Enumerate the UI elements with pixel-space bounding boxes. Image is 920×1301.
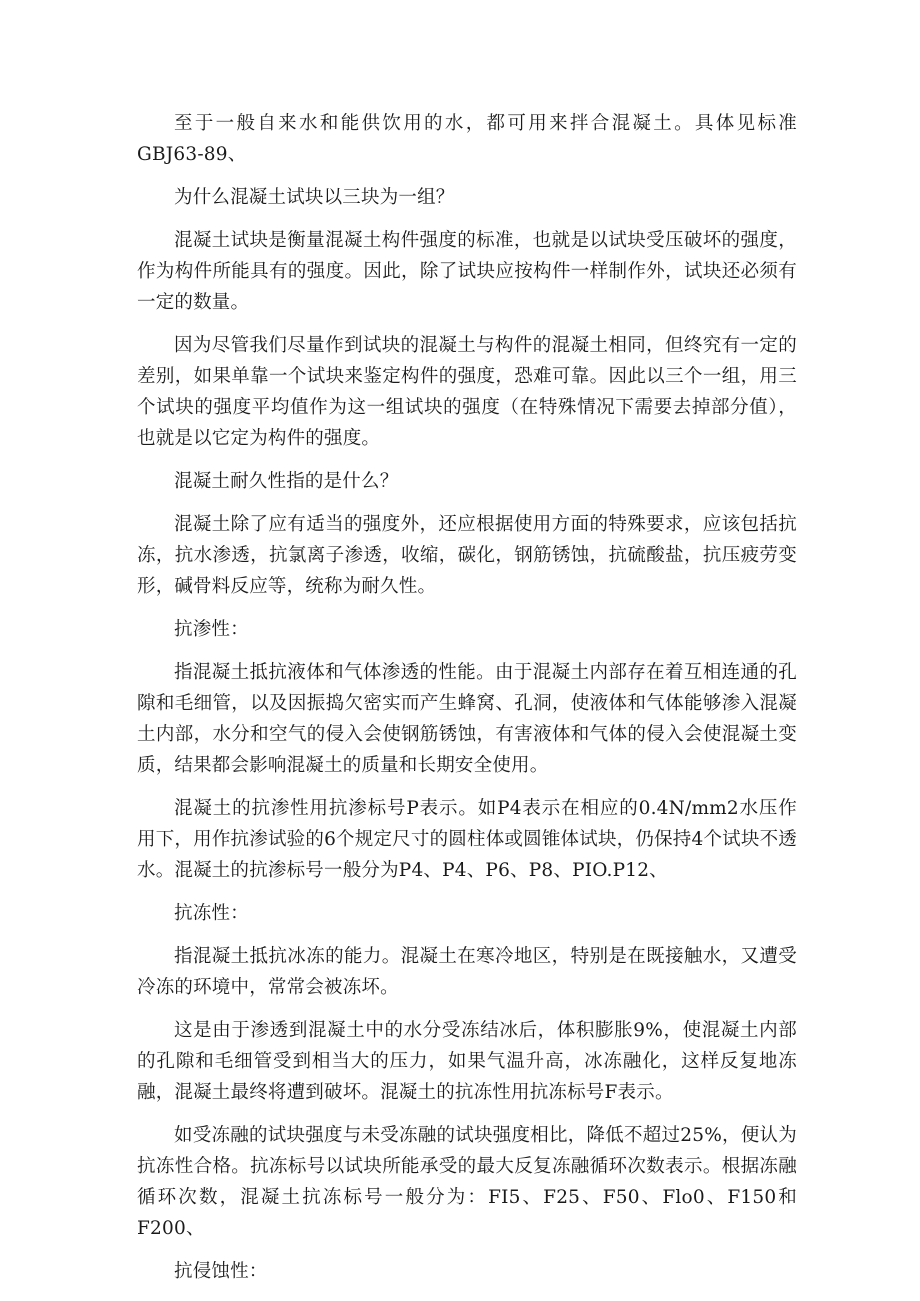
heading-erosion-resistance: 抗侵蚀性：: [174, 1261, 268, 1282]
paragraph-three-per-group: 因为尽管我们尽量作到试块的混凝土与构件的混凝土相同，但终究有一定的差别，如果单靠一个试块来鉴定构件的强度，恐难可靠。因此以三个一组，用三个试块的强度平均值作为这一组试块的强度（在特殊情况下需要去掉部分值），也就是以它定为构件的强度。: [137, 335, 797, 449]
heading-impermeability: 抗渗性：: [174, 619, 249, 640]
paragraph-water: 至于一般自来水和能供饮用的水，都可用来拌合混凝土。具体见标准GBJ63-89、: [137, 113, 797, 165]
heading-frost-resistance: 抗冻性：: [174, 903, 249, 924]
heading-three-blocks: 为什么混凝土试块以三块为一组？: [174, 187, 455, 208]
paragraph-frost-grade: 如受冻融的试块强度与未受冻融的试块强度相比，降低不超过25%，便认为抗冻性合格。抗冻标号以试块所能承受的最大反复冻融循环次数表示。根据冻融循环次数，混凝土抗冻标号一般分为：FI5、F25、F50、Flo0、F150和F200、: [137, 1125, 797, 1239]
paragraph-durability: 混凝土除了应有适当的强度外，还应根据使用方面的特殊要求，应该包括抗冻，抗水渗透，抗氯离子渗透，收缩，碳化，钢筋锈蚀，抗硫酸盐，抗压疲劳变形，碱骨料反应等，统称为耐久性。: [137, 514, 797, 597]
paragraph-impermeability-grade: 混凝土的抗渗性用抗渗标号P表示。如P4表示在相应的0.4N/mm2水压作用下，用作抗渗试验的6个规定尺寸的圆柱体或圆锥体试块，仍保持4个试块不透水。混凝土的抗渗标号一般分为P4、P4、P6、P8、PIO.P12、: [137, 798, 797, 881]
paragraph-frost-resistance: 指混凝土抵抗冰冻的能力。混凝土在寒冷地区，特别是在既接触水，又遭受冷冻的环境中，常常会被冻坏。: [137, 946, 797, 998]
document-body: [137, 108, 797, 1299]
heading-durability: 混凝土耐久性指的是什么？: [174, 471, 399, 492]
paragraph-impermeability: 指混凝土抵抗液体和气体渗透的性能。由于混凝土内部存在着互相连通的孔隙和毛细管，以及因振捣欠密实而产生蜂窝、孔洞，使液体和气体能够渗入混凝土内部，水分和空气的侵入会使钢筋锈蚀，有害液体和气体的侵入会使混凝土变质，结果都会影响混凝土的质量和长期安全使用。: [137, 662, 797, 776]
paragraph-freeze-thaw: 这是由于渗透到混凝土中的水分受冻结冰后，体积膨胀9%，使混凝土内部的孔隙和毛细管受到相当大的压力，如果气温升高，冰冻融化，这样反复地冻融，混凝土最终将遭到破坏。混凝土的抗冻性用抗冻标号F表示。: [137, 1020, 797, 1103]
paragraph-test-block-standard: 混凝土试块是衡量混凝土构件强度的标准，也就是以试块受压破坏的强度，作为构件所能具有的强度。因此，除了试块应按构件一样制作外，试块还必须有一定的数量。: [137, 230, 797, 313]
